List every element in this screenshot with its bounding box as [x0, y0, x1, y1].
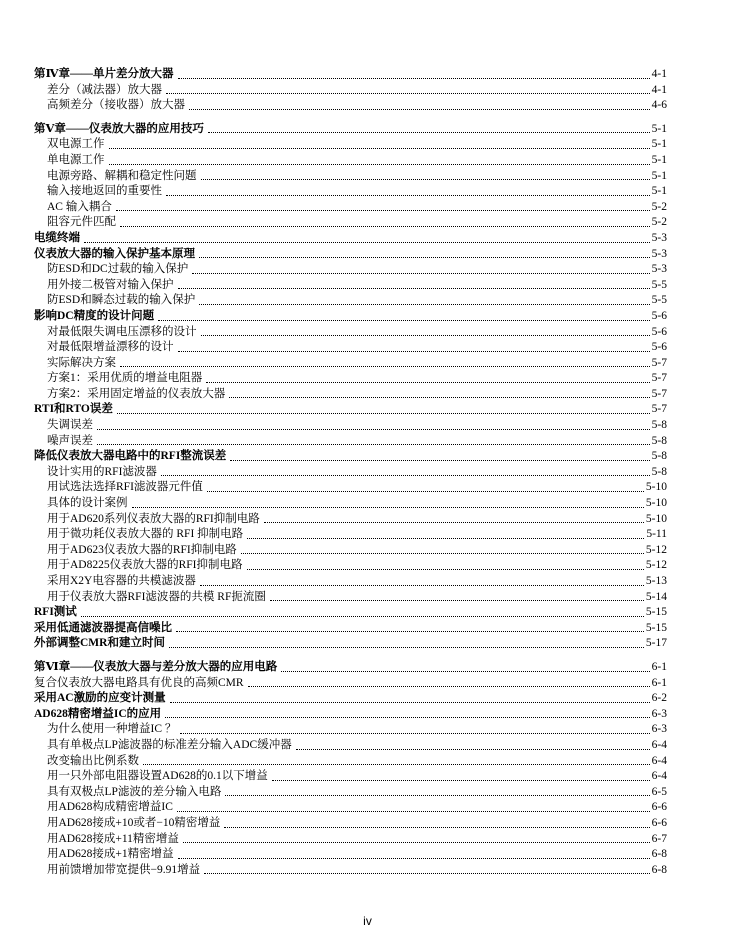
toc-entry-page: 5-3 [651, 263, 667, 276]
toc-entry-page: 5-7 [651, 387, 667, 400]
dot-leader [247, 537, 644, 539]
toc-entry-title: 用试选法选择RFI滤波器元件值 [47, 481, 203, 494]
toc-heading[interactable] [34, 402, 667, 418]
toc-entry-title: 噪声误差 [47, 434, 93, 447]
toc-entry-title: 第Ⅴ章——仪表放大器的应用技巧 [34, 122, 204, 135]
page-number: iv [363, 914, 372, 928]
toc-entry-title: 降低仪表放大器电路中的RFI整流误差 [34, 450, 227, 463]
dot-leader [272, 779, 650, 781]
toc-entry-page: 5-1 [651, 169, 667, 182]
toc-heading[interactable] [34, 449, 667, 465]
dot-leader [199, 256, 650, 258]
toc-entry-title: 用前馈增加带宽提供−9.91增益 [47, 863, 201, 876]
toc-heading[interactable] [34, 707, 667, 723]
toc-heading[interactable] [34, 231, 667, 247]
toc-entry[interactable] [34, 262, 667, 278]
toc-entry-page: 6-6 [651, 816, 667, 829]
toc-entry[interactable] [34, 387, 667, 403]
toc-entry-title: 对最低限增益漂移的设计 [47, 341, 174, 354]
toc-entry[interactable] [34, 356, 667, 372]
dot-leader [200, 584, 644, 586]
dot-leader [143, 763, 650, 765]
dot-leader [170, 701, 650, 703]
dot-leader [120, 365, 650, 367]
toc-entry-title: AD628精密增益IC的应用 [34, 707, 162, 720]
dot-leader [201, 334, 650, 336]
toc-entry-page: 5-5 [651, 278, 667, 291]
toc-entry-title: 为什么使用一种增益IC ？ [47, 723, 177, 736]
toc-entry-title: 采用低通滤波器提高信噪比 [34, 621, 172, 634]
toc-entry[interactable] [34, 527, 667, 543]
toc-entry-page: 5-12 [645, 559, 667, 572]
dot-leader [264, 521, 644, 523]
dot-leader [296, 748, 650, 750]
toc-entry[interactable] [34, 371, 667, 387]
toc-entry-page: 5-12 [645, 543, 667, 556]
dot-leader [109, 147, 650, 149]
dot-leader [166, 92, 650, 94]
toc-entry-page: 6-2 [651, 692, 667, 705]
toc-entry[interactable] [34, 169, 667, 185]
toc-entry[interactable] [34, 137, 667, 153]
dot-leader [199, 303, 649, 305]
toc-entry-page: 5-8 [651, 450, 667, 463]
toc-entry-title: 方案2：采用固定增益的仪表放大器 [47, 387, 226, 400]
toc-entry-page: 5-7 [651, 356, 667, 369]
dot-leader [180, 732, 649, 734]
toc-entry-page: 5-13 [645, 575, 667, 587]
toc-entry-page: 6-3 [651, 723, 667, 736]
toc-entry[interactable] [34, 738, 667, 754]
toc-entry[interactable] [34, 340, 667, 356]
toc-entry-page: 6-4 [651, 770, 667, 783]
toc-entry[interactable] [34, 754, 667, 770]
dot-leader [109, 163, 650, 165]
toc-entry[interactable] [34, 153, 667, 169]
toc-entry-page: 5-1 [651, 185, 667, 198]
toc-entry-page: 5-1 [651, 138, 667, 151]
toc-entry-title: 采用AC激励的应变计测量 [34, 692, 166, 705]
toc-entry-page: 5-15 [645, 621, 667, 634]
toc-entry[interactable] [34, 325, 667, 341]
toc-heading[interactable] [34, 691, 667, 707]
toc-entry-title: 电源旁路、解耦和稳定性问题 [47, 169, 197, 182]
toc-entry-title: 改变输出比例系数 [47, 754, 139, 767]
toc-entry-title: 用于AD620系列仪表放大器的RFI抑制电路 [47, 512, 260, 525]
toc-entry-title: 影响DC精度的设计问题 [34, 309, 155, 322]
toc-entry-title: 输入接地返回的重要性 [47, 185, 162, 198]
toc-entry-title: 设计实用的RFI滤波器 [47, 465, 157, 478]
toc-entry-page: 5-10 [645, 497, 667, 510]
dot-leader [230, 459, 649, 461]
toc-entry-title: 具有单极点LP滤波器的标准差分输入ADC缓冲器 [47, 738, 292, 751]
toc-entry-title: 采用X2Y电容器的共模滤波器 [47, 575, 196, 587]
table-of-contents [34, 67, 667, 878]
toc-entry-title: 用于仪表放大器RFI滤波器的共模 RF扼流圈 [47, 590, 266, 603]
dot-leader [97, 428, 650, 430]
toc-entry-title: 复合仪表放大器电路具有优良的高频CMR [34, 676, 244, 689]
toc-entry-title: 对最低限失调电压漂移的设计 [47, 325, 197, 338]
dot-leader [206, 381, 649, 383]
dot-leader [178, 287, 650, 289]
toc-entry[interactable] [34, 816, 667, 832]
toc-entry-title: 高频差分（接收器）放大器 [47, 99, 185, 112]
toc-entry-page: 5-8 [651, 419, 667, 432]
toc-entry-title: 用于微功耗仪表放大器的 RFI 抑制电路 [47, 528, 244, 541]
toc-entry-title: 第Ⅵ章——仪表放大器与差分放大器的应用电路 [34, 660, 278, 673]
dot-leader [158, 319, 650, 321]
dot-leader [176, 630, 644, 632]
dot-leader [241, 552, 644, 554]
dot-leader [169, 646, 644, 648]
toc-entry-page: 5-6 [651, 309, 667, 322]
toc-entry[interactable] [34, 590, 667, 606]
toc-entry-title: 用AD628接成+11精密增益 [47, 832, 179, 845]
dot-leader [229, 396, 649, 398]
toc-entry-page: 6-5 [651, 785, 667, 798]
dot-leader [81, 615, 644, 617]
toc-entry-title: 防ESD和DC过载的输入保护 [47, 263, 189, 276]
toc-entry-page: 5-8 [651, 434, 667, 447]
dot-leader [248, 685, 650, 687]
dot-leader [161, 474, 650, 476]
dot-leader [165, 716, 650, 718]
toc-entry-title: 用AD628接成+10或者−10精密增益 [47, 816, 221, 829]
toc-entry-page: 5-17 [645, 637, 667, 650]
dot-leader [225, 794, 649, 796]
dot-leader [270, 599, 644, 601]
toc-entry-title: RTI和RTO误差 [34, 403, 113, 416]
toc-entry-title: 仪表放大器的输入保护基本原理 [34, 247, 195, 260]
dot-leader [224, 826, 649, 828]
toc-entry-title: 电缆终端 [34, 231, 80, 244]
toc-entry[interactable] [34, 769, 667, 785]
dot-leader [84, 241, 650, 243]
dot-leader [132, 506, 644, 508]
toc-entry-page: 5-1 [651, 122, 667, 135]
toc-entry[interactable] [34, 184, 667, 200]
toc-entry[interactable] [34, 98, 667, 114]
toc-entry[interactable] [34, 800, 667, 816]
toc-entry[interactable] [34, 480, 667, 496]
toc-entry-page: 6-3 [651, 707, 667, 720]
toc-entry-page: 5-6 [651, 325, 667, 338]
toc-entry-page: 5-6 [651, 341, 667, 354]
toc-entry-title: 具体的设计案例 [47, 497, 128, 510]
toc-entry-page: 5-2 [651, 216, 667, 229]
toc-entry-title: 用于AD8225仪表放大器的RFI抑制电路 [47, 559, 243, 572]
toc-entry-title: 用一只外部电阻器设置AD628的0.1以下增益 [47, 770, 268, 783]
dot-leader [247, 568, 644, 570]
toc-entry-title: 阻容元件匹配 [47, 216, 116, 229]
dot-leader [97, 443, 650, 445]
dot-leader [178, 857, 650, 859]
toc-heading[interactable] [34, 660, 667, 676]
toc-heading[interactable] [34, 605, 667, 621]
toc-entry[interactable] [34, 832, 667, 848]
toc-entry-page: 6-4 [651, 738, 667, 751]
toc-entry-page: 6-6 [651, 801, 667, 814]
toc-heading[interactable] [34, 122, 667, 138]
toc-entry-page: 4-1 [651, 83, 667, 96]
toc-entry-title: 用外接二极管对输入保护 [47, 278, 174, 291]
dot-leader [201, 178, 650, 180]
toc-entry[interactable] [34, 863, 667, 879]
toc-entry[interactable] [34, 465, 667, 481]
toc-entry-title: AC 输入耦合 [47, 200, 112, 213]
dot-leader [189, 108, 650, 110]
toc-entry-title: 具有双极点LP滤波的差分输入电路 [47, 785, 222, 798]
toc-entry[interactable] [34, 543, 667, 559]
toc-entry-page: 6-1 [651, 676, 667, 689]
dot-leader [208, 131, 650, 133]
toc-entry[interactable] [34, 496, 667, 512]
toc-entry-title: 防ESD和瞬态过载的输入保护 [47, 294, 196, 307]
dot-leader [204, 872, 650, 874]
dot-leader [166, 194, 650, 196]
toc-entry-page: 5-7 [651, 403, 667, 416]
toc-entry-title: 外部调整CMR和建立时间 [34, 637, 165, 650]
toc-entry[interactable] [34, 512, 667, 528]
dot-leader [120, 225, 650, 227]
toc-entry[interactable] [34, 722, 667, 738]
toc-entry[interactable] [34, 215, 667, 231]
dot-leader [177, 810, 650, 812]
toc-entry[interactable] [34, 574, 667, 590]
toc-entry[interactable] [34, 434, 667, 450]
dot-leader [117, 412, 650, 414]
toc-entry-title: 失调误差 [47, 419, 93, 432]
toc-entry-title: 差分（减法器）放大器 [47, 83, 162, 96]
toc-heading[interactable] [34, 67, 667, 83]
toc-entry-page: 5-7 [651, 372, 667, 385]
toc-entry-title: 用AD628接成+1精密增益 [47, 848, 174, 861]
toc-heading[interactable] [34, 309, 667, 325]
toc-entry[interactable] [34, 83, 667, 99]
toc-entry-page: 5-11 [646, 528, 667, 541]
toc-entry[interactable] [34, 847, 667, 863]
toc-entry-page: 5-5 [651, 294, 667, 307]
dot-leader [178, 350, 650, 352]
toc-entry-title: RFI测试 [34, 606, 77, 619]
toc-heading[interactable] [34, 621, 667, 637]
toc-entry-page: 5-2 [651, 200, 667, 213]
toc-entry-page: 5-10 [645, 512, 667, 525]
toc-entry[interactable] [34, 278, 667, 294]
toc-entry[interactable] [34, 558, 667, 574]
toc-entry[interactable] [34, 676, 667, 692]
toc-entry[interactable] [34, 785, 667, 801]
toc-entry-page: 6-8 [651, 848, 667, 861]
toc-entry-page: 5-14 [645, 590, 667, 603]
toc-entry-page: 4-6 [651, 99, 667, 112]
dot-leader [207, 490, 644, 492]
dot-leader [178, 77, 650, 79]
toc-entry-page: 6-8 [651, 863, 667, 876]
toc-entry-page: 4-1 [651, 68, 667, 80]
toc-entry-page: 5-10 [645, 481, 667, 494]
toc-entry-title: 双电源工作 [47, 138, 105, 151]
toc-entry[interactable] [34, 293, 667, 309]
dot-leader [281, 670, 649, 672]
toc-entry[interactable] [34, 418, 667, 434]
dot-leader [116, 209, 650, 211]
toc-entry-page: 5-3 [651, 247, 667, 260]
toc-entry-title: 单电源工作 [47, 153, 105, 166]
toc-entry-title: 方案1：采用优质的增益电阻器 [47, 372, 203, 385]
toc-heading[interactable] [34, 636, 667, 652]
toc-entry-page: 5-15 [645, 606, 667, 619]
dot-leader [192, 272, 649, 274]
toc-entry-title: 实际解决方案 [47, 356, 116, 369]
toc-entry-page: 5-8 [651, 465, 667, 478]
toc-entry[interactable] [34, 200, 667, 216]
toc-entry-page: 6-4 [651, 754, 667, 767]
toc-entry-page: 6-7 [651, 832, 667, 845]
toc-entry-page: 5-3 [651, 231, 667, 244]
toc-entry-page: 5-1 [651, 153, 667, 166]
dot-leader [183, 841, 650, 843]
toc-entry-title: 第Ⅳ章——单片差分放大器 [34, 68, 174, 80]
toc-entry-title: 用AD628构成精密增益IC [47, 801, 173, 814]
toc-entry-page: 6-1 [651, 660, 667, 673]
toc-entry-title: 用于AD623仪表放大器的RFI抑制电路 [47, 543, 237, 556]
toc-heading[interactable] [34, 247, 667, 263]
